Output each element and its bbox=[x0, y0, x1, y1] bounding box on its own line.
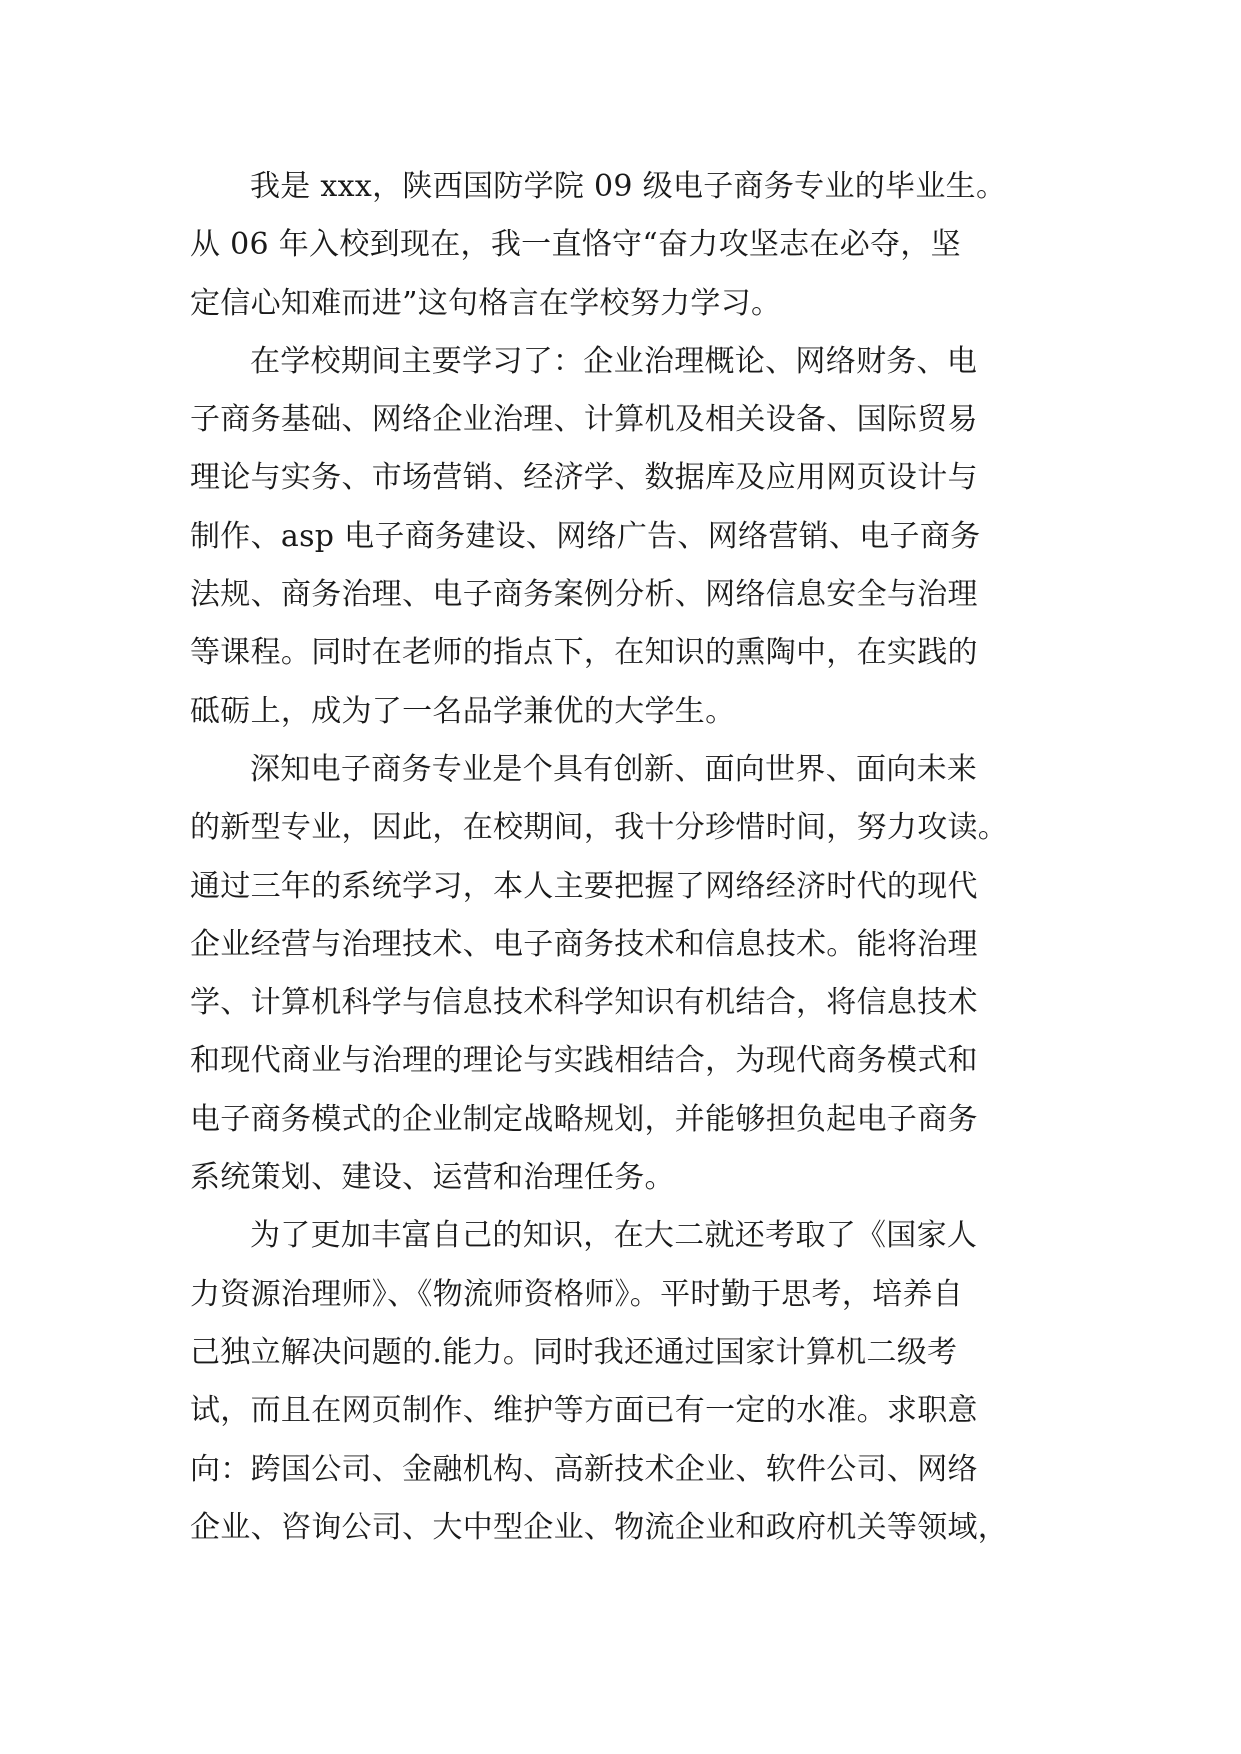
paragraph-certificates bbox=[190, 1207, 1060, 1557]
text-line: 子商务基础、网络企业治理、计算机及相关设备、国际贸易 bbox=[190, 402, 978, 438]
text-line: 和现代商业与治理的理论与实践相结合，为现代商务模式和 bbox=[190, 1043, 978, 1079]
document-body bbox=[190, 158, 1060, 1557]
text-line: 从 06 年入校到现在，我一直恪守“奋力攻坚志在必夺，坚 bbox=[190, 227, 961, 263]
text-line: 法规、商务治理、电子商务案例分析、网络信息安全与治理 bbox=[190, 577, 978, 613]
text-line: 等课程。同时在老师的指点下，在知识的熏陶中，在实践的 bbox=[190, 635, 978, 671]
text-line: 我是 xxx，陕西国防学院 09 级电子商务专业的毕业生。 bbox=[250, 169, 1007, 204]
text-line: 的新型专业，因此，在校期间，我十分珍惜时间，努力攻读。 bbox=[190, 810, 1009, 846]
paragraph-courses bbox=[190, 333, 1060, 741]
text-line: 试，而且在网页制作、维护等方面已有一定的水准。求职意 bbox=[190, 1393, 978, 1429]
text-line: 为了更加丰富自己的知识，在大二就还考取了《国家人 bbox=[250, 1218, 978, 1254]
text-line: 力资源治理师》、《物流师资格师》。平时勤于思考，培养自 bbox=[190, 1276, 964, 1312]
text-line: 通过三年的系统学习，本人主要把握了网络经济时代的现代 bbox=[190, 868, 978, 904]
text-line: 理论与实务、市场营销、经济学、数据库及应用网页设计与 bbox=[190, 460, 978, 496]
text-line: 系统策划、建设、运营和治理任务。 bbox=[190, 1160, 675, 1196]
text-line: 定信心知难而进”这句格言在学校努力学习。 bbox=[190, 285, 782, 321]
text-line: 电子商务模式的企业制定战略规划，并能够担负起电子商务 bbox=[190, 1101, 978, 1137]
text-line: 制作、asp 电子商务建设、网络广告、网络营销、电子商务 bbox=[190, 518, 981, 554]
paragraph-major bbox=[190, 741, 1060, 1207]
paragraph-intro bbox=[190, 158, 1060, 333]
text-line: 己独立解决问题的.能力。同时我还通过国家计算机二级考 bbox=[190, 1334, 958, 1370]
text-line: 砥砺上，成为了一名品学兼优的大学生。 bbox=[190, 693, 736, 729]
text-line: 企业、咨询公司、大中型企业、物流企业和政府机关等领域， bbox=[190, 1509, 1009, 1545]
text-line: 学、计算机科学与信息技术科学知识有机结合，将信息技术 bbox=[190, 985, 978, 1021]
text-line: 企业经营与治理技术、电子商务技术和信息技术。能将治理 bbox=[190, 926, 978, 962]
text-line: 在学校期间主要学习了：企业治理概论、网络财务、电 bbox=[250, 343, 978, 379]
text-line: 深知电子商务专业是个具有创新、面向世界、面向未来 bbox=[250, 751, 978, 787]
text-line: 向：跨国公司、金融机构、高新技术企业、软件公司、网络 bbox=[190, 1451, 978, 1487]
